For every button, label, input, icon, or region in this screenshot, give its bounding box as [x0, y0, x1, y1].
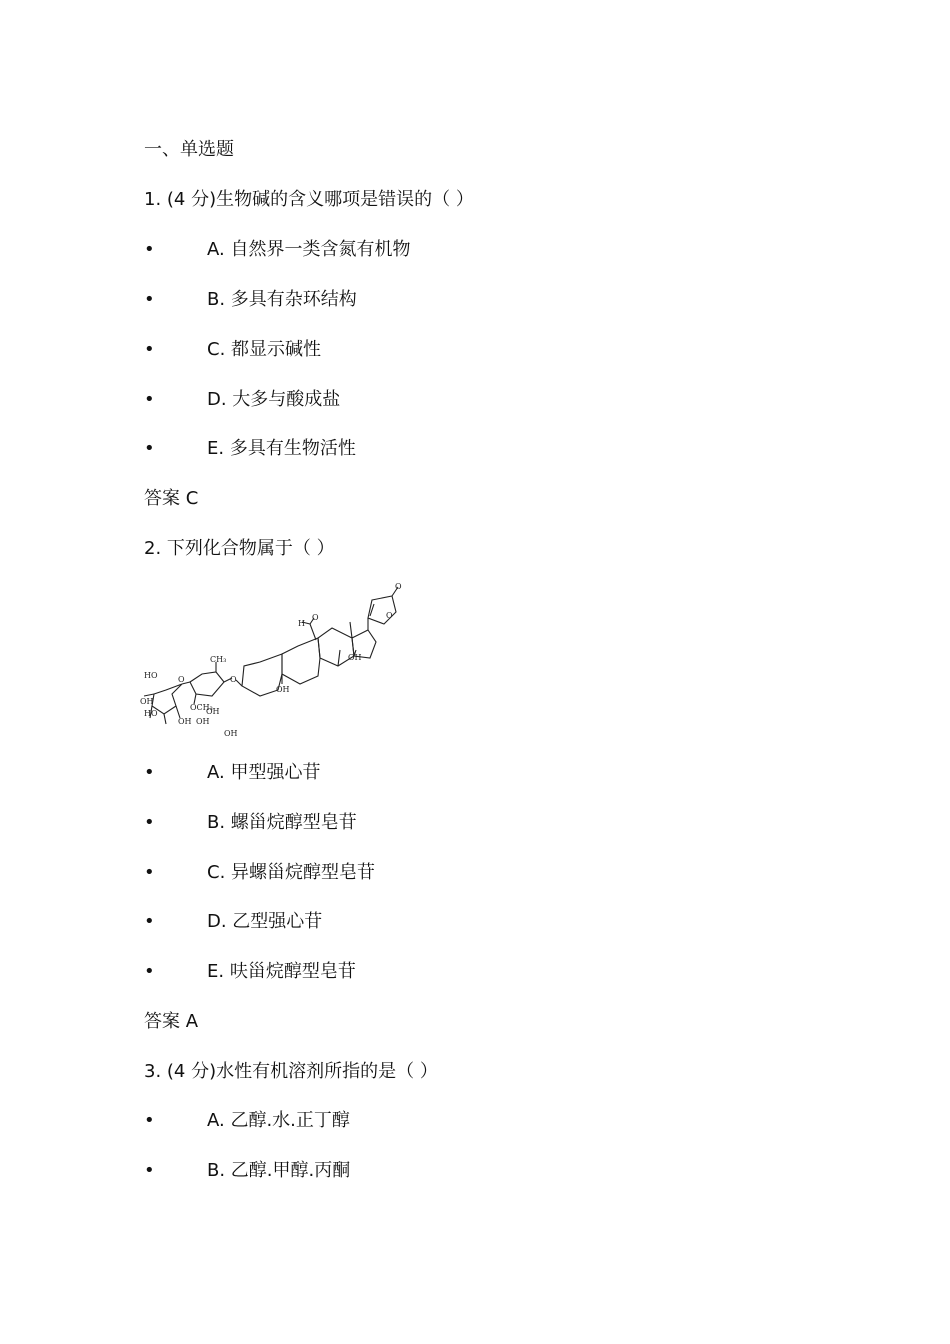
- bullet-icon: •: [144, 289, 155, 310]
- label-oh-b: OH: [178, 717, 192, 726]
- question-1-answer: 答案 C: [144, 488, 199, 509]
- bullet-icon: •: [144, 812, 155, 833]
- bullet-icon: •: [144, 762, 155, 783]
- label-oh-a: OH: [140, 697, 154, 706]
- label-keto-o: O: [395, 582, 402, 591]
- label-oh-d: OH: [206, 707, 220, 716]
- bullet-icon: •: [144, 438, 155, 459]
- label-oh-e: OH: [224, 729, 238, 738]
- label-5-oh: OH: [276, 685, 290, 694]
- option-text: A. 乙醇.水.正丁醇: [207, 1110, 350, 1131]
- label-ho-bottom: HO: [144, 709, 158, 718]
- label-3-o: O: [230, 675, 237, 684]
- chemical-structure-diagram: [140, 578, 415, 743]
- option-text: E. 呋甾烷醇型皂苷: [207, 961, 356, 982]
- bullet-icon: •: [144, 339, 155, 360]
- option-text: C. 都显示碱性: [207, 339, 322, 360]
- section-title: 一、单选题: [144, 139, 234, 160]
- bullet-icon: •: [144, 961, 155, 982]
- option-text: E. 多具有生物活性: [207, 438, 356, 459]
- label-h: H: [298, 619, 305, 628]
- bullet-icon: •: [144, 911, 155, 932]
- bullet-icon: •: [144, 862, 155, 883]
- bullet-icon: •: [144, 1160, 155, 1181]
- option-text: A. 自然界一类含氮有机物: [207, 239, 411, 260]
- option-text: B. 多具有杂环结构: [207, 289, 357, 310]
- bullet-icon: •: [144, 389, 155, 410]
- label-glycosidic-o: O: [178, 675, 185, 684]
- bullet-icon: •: [144, 1110, 155, 1131]
- glycoside-structure-figure: [140, 578, 415, 743]
- question-2-answer: 答案 A: [144, 1011, 199, 1032]
- label-ho-top: HO: [144, 671, 158, 680]
- bullet-icon: •: [144, 239, 155, 260]
- option-text: D. 大多与酸成盐: [207, 389, 341, 410]
- question-1-stem: 1. (4 分)生物碱的含义哪项是错误的（ ）: [144, 189, 474, 210]
- label-lactone-o: O: [386, 611, 393, 620]
- label-aldehyde-o: O: [312, 613, 319, 622]
- label-oh-c: OH: [196, 717, 210, 726]
- question-2-stem: 2. 下列化合物属于（ ）: [144, 538, 335, 559]
- option-text: A. 甲型强心苷: [207, 762, 321, 783]
- option-text: B. 螺甾烷醇型皂苷: [207, 812, 357, 833]
- option-text: C. 异螺甾烷醇型皂苷: [207, 862, 376, 883]
- label-14-oh: OH: [348, 653, 362, 662]
- option-text: D. 乙型强心苷: [207, 911, 323, 932]
- label-och3: OCH₃: [190, 703, 213, 712]
- option-text: B. 乙醇.甲醇.丙酮: [207, 1160, 351, 1181]
- label-ch3: CH₃: [210, 655, 227, 664]
- question-3-stem: 3. (4 分)水性有机溶剂所指的是（ ）: [144, 1061, 438, 1082]
